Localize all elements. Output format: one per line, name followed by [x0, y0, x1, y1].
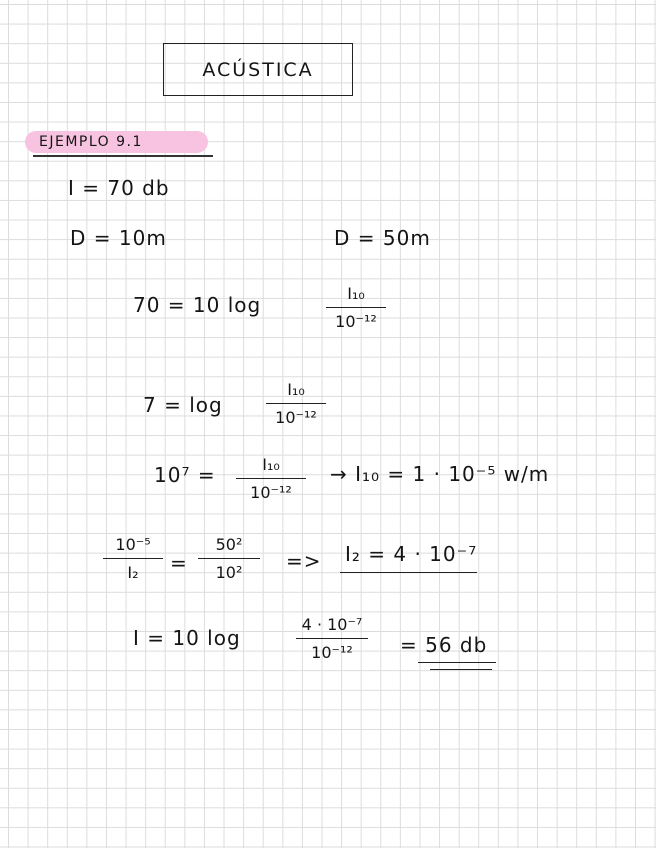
- equation-3-denominator: 10⁻¹²: [250, 483, 292, 503]
- equation-2-denominator: 10⁻¹²: [275, 408, 317, 428]
- equation-5-numerator: 4 · 10⁻⁷: [301, 615, 363, 634]
- equation-1-denominator: 10⁻¹²: [335, 312, 377, 332]
- equation-4-fraction-1-denominator: I₂: [127, 563, 139, 583]
- equation-5-result: = 56 db: [400, 633, 488, 657]
- equation-3-fraction: [236, 455, 306, 502]
- example-label: EJEMPLO 9.1: [25, 131, 208, 153]
- fraction-bar: [236, 478, 306, 479]
- equation-5-denominator: 10⁻¹²: [311, 643, 353, 663]
- equation-5-lhs: I = 10 log: [133, 626, 241, 650]
- final-underline-2: [430, 669, 492, 670]
- equation-3-result: → I₁₀ = 1 · 10⁻⁵ w/m: [330, 462, 550, 486]
- equation-5-fraction: [296, 615, 368, 662]
- page-title: ACÚSTICA: [163, 43, 353, 96]
- equation-2-fraction: [266, 380, 326, 427]
- equation-4-fraction-2-numerator: 50²: [215, 535, 243, 554]
- result-underline: [340, 572, 477, 573]
- equation-3-numerator: I₁₀: [262, 455, 280, 474]
- fraction-bar: [326, 307, 386, 308]
- fraction-bar: [103, 558, 163, 559]
- equation-4-equals: =: [170, 551, 188, 575]
- equation-1-fraction: [326, 284, 386, 331]
- equation-4-fraction-1: [103, 535, 163, 582]
- given-distance-2: D = 50m: [334, 226, 431, 250]
- equation-1-lhs: 70 = 10 log: [133, 293, 262, 317]
- equation-2-lhs: 7 = log: [143, 393, 223, 417]
- equation-2-numerator: I₁₀: [287, 380, 305, 399]
- equation-4-result: I₂ = 4 · 10⁻⁷: [345, 542, 478, 566]
- given-intensity: I = 70 db: [68, 176, 170, 200]
- example-underline: [33, 155, 213, 157]
- given-distance-1: D = 10m: [70, 226, 167, 250]
- fraction-bar: [266, 403, 326, 404]
- equation-4-fraction-2-denominator: 10²: [215, 563, 243, 583]
- final-underline-1: [418, 662, 496, 663]
- equation-4-fraction-1-numerator: 10⁻⁵: [115, 535, 151, 554]
- equation-1-numerator: I₁₀: [347, 284, 365, 303]
- fraction-bar: [296, 638, 368, 639]
- equation-4-arrow: =>: [286, 549, 322, 573]
- equation-4-fraction-2: [198, 535, 260, 582]
- fraction-bar: [198, 558, 260, 559]
- equation-3-lhs: 10⁷ =: [154, 463, 216, 487]
